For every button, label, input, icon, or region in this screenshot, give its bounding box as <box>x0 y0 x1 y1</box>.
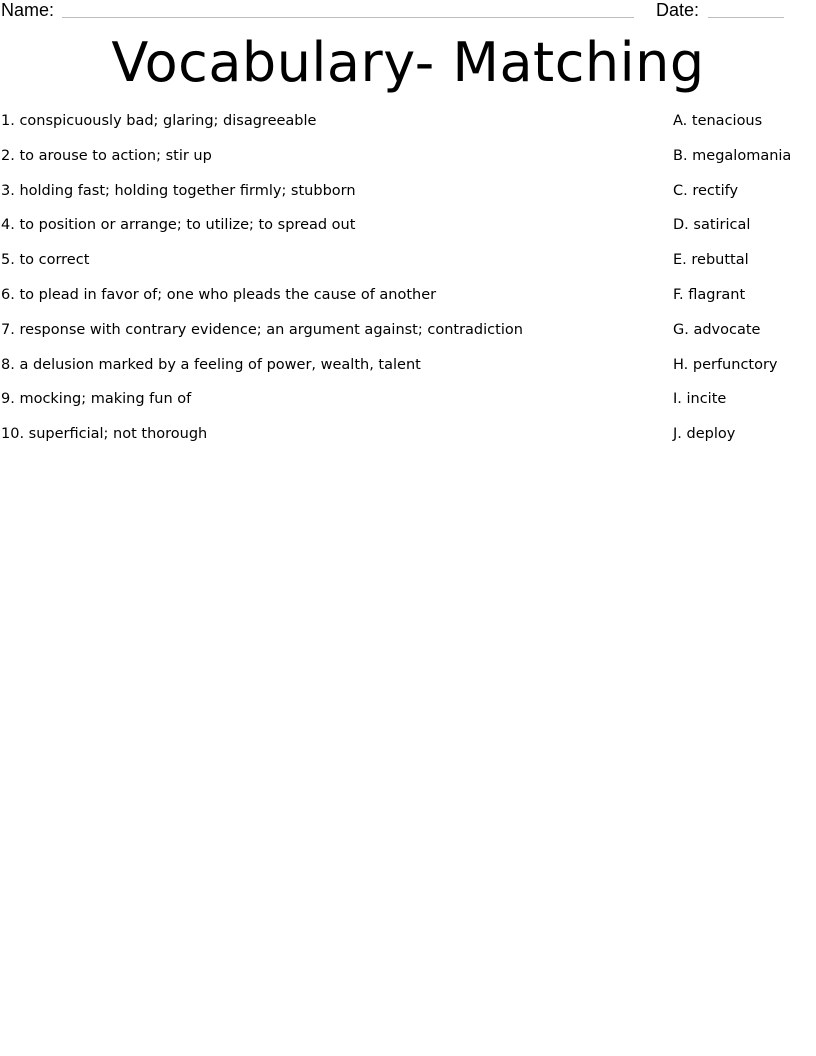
clue-item: 1. conspicuously bad; glaring; disagreeable <box>1 113 317 129</box>
word-item: H. perfunctory <box>673 356 778 373</box>
clue-list <box>1 111 523 459</box>
clue-item: 8. a delusion marked by a feeling of power, wealth, talent <box>1 356 421 373</box>
clue-item: 2. to arouse to action; stir up <box>1 147 212 164</box>
page-title: Vocabulary- Matching <box>111 31 705 94</box>
clue-item: 3. holding fast; holding together firmly; stubborn <box>1 182 356 199</box>
clue-item: 4. to position or arrange; to utilize; to spread out <box>1 217 356 234</box>
clue-item: 6. to plead in favor of; one who pleads the cause of another <box>1 286 437 303</box>
word-item: I. incite <box>673 391 727 408</box>
word-item: J. deploy <box>673 426 736 443</box>
name-label: Name: <box>1 0 55 20</box>
word-item: E. rebuttal <box>673 252 749 269</box>
worksheet-header <box>0 0 816 22</box>
word-item: B. megalomania <box>673 147 792 164</box>
date-label: Date: <box>656 0 700 20</box>
clue-item: 9. mocking; making fun of <box>1 391 192 408</box>
word-item: F. flagrant <box>673 286 746 303</box>
clue-item: 5. to correct <box>1 252 90 269</box>
word-item: G. advocate <box>673 321 761 338</box>
word-bank-list <box>673 111 791 459</box>
date-blank-line <box>708 17 784 18</box>
clue-item: 7. response with contrary evidence; an argument against; contradiction <box>1 321 523 338</box>
name-blank-line <box>62 17 634 18</box>
clue-item: 10. superficial; not thorough <box>1 426 208 443</box>
word-item: A. tenacious <box>673 113 763 129</box>
word-item: D. satirical <box>673 217 751 234</box>
word-item: C. rectify <box>673 182 739 199</box>
